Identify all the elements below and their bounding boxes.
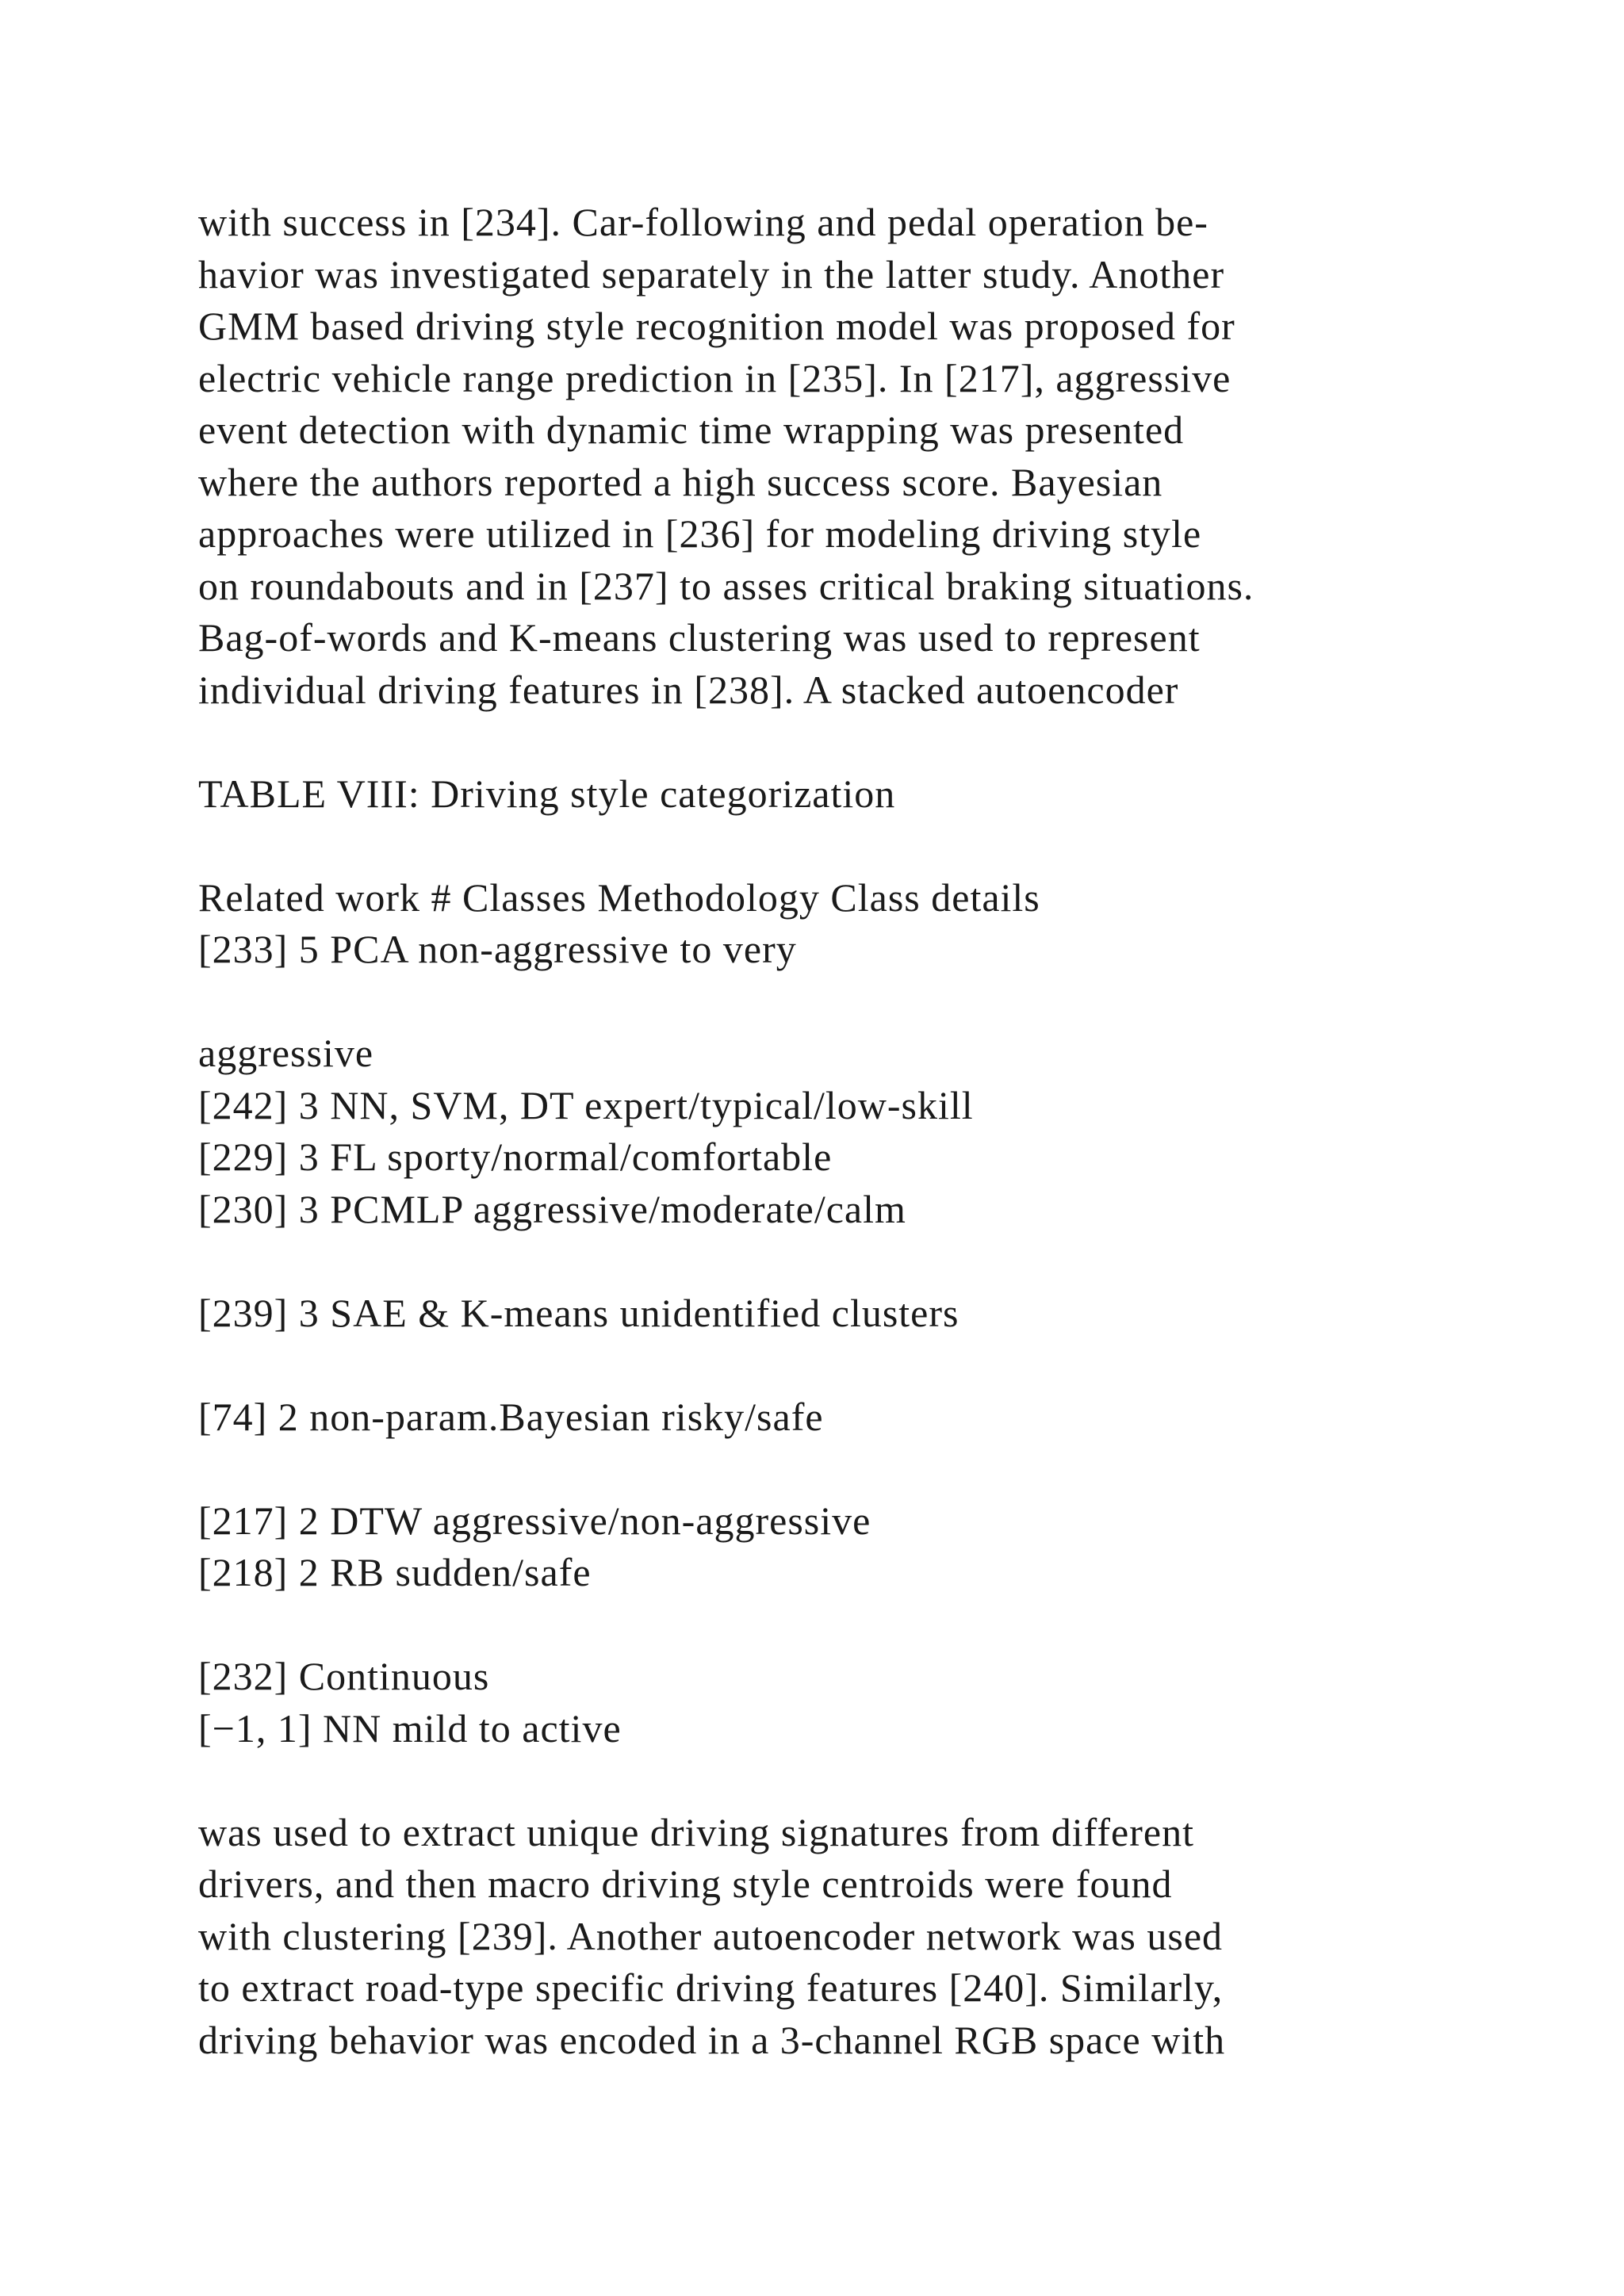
spacer xyxy=(198,1755,1562,1807)
table-row: [242] 3 NN, SVM, DT expert/typical/low-skill xyxy=(198,1082,974,1127)
text-line: with success in [234]. Car-following and pedal operation be- xyxy=(198,200,1208,244)
table-row: [217] 2 DTW aggressive/non-aggressive xyxy=(198,1498,871,1543)
spacer xyxy=(198,976,1562,1028)
text-line: with clustering [239]. Another autoencoder network was used xyxy=(198,1913,1224,1958)
text-line: GMM based driving style recognition model was proposed for xyxy=(198,304,1235,348)
table-row: [−1, 1] NN mild to active xyxy=(198,1705,622,1751)
table-header: Related work # Classes Methodology Class details xyxy=(198,874,1040,920)
spacer xyxy=(198,1443,1562,1495)
spacer xyxy=(198,1339,1562,1391)
document-body xyxy=(198,197,1562,2066)
table-caption: TABLE VIII: Driving style categorization xyxy=(198,771,896,816)
table-row: aggressive xyxy=(198,1031,374,1075)
text-line: drivers, and then macro driving style centroids were found xyxy=(198,1862,1173,1906)
paragraph-intro xyxy=(198,197,1562,716)
table-driving-style xyxy=(198,768,1562,1755)
table-row: [239] 3 SAE & K-means unidentified clusters xyxy=(198,1290,959,1335)
text-line: individual driving features in [238]. A stacked autoencoder xyxy=(198,667,1179,712)
text-line: was used to extract unique driving signatures from different xyxy=(198,1809,1194,1854)
text-line: Bag-of-words and K-means clustering was used to represent xyxy=(198,615,1201,660)
text-line: approaches were utilized in [236] for modeling driving style xyxy=(198,511,1202,556)
table-row: [229] 3 FL sporty/normal/comfortable xyxy=(198,1135,833,1179)
text-line: on roundabouts and in [237] to asses critical braking situations. xyxy=(198,563,1254,608)
spacer xyxy=(198,1599,1562,1651)
spacer xyxy=(198,820,1562,872)
text-line: event detection with dynamic time wrapping was presented xyxy=(198,408,1185,452)
text-line: where the authors reported a high success score. Bayesian xyxy=(198,459,1163,504)
table-row: [74] 2 non-param.Bayesian risky/safe xyxy=(198,1394,824,1439)
table-row: [232] Continuous xyxy=(198,1654,490,1698)
table-row: [230] 3 PCMLP aggressive/moderate/calm xyxy=(198,1186,906,1231)
text-line: havior was investigated separately in the latter study. Another xyxy=(198,251,1225,297)
text-line: to extract road-type specific driving features [240]. Similarly, xyxy=(198,1965,1224,2010)
spacer xyxy=(198,1235,1562,1288)
spacer xyxy=(198,716,1562,768)
table-row: [233] 5 PCA non-aggressive to very xyxy=(198,927,797,971)
paragraph-continuation xyxy=(198,1807,1562,2067)
text-line: electric vehicle range prediction in [235]. In [217], aggressive xyxy=(198,355,1231,400)
text-line: driving behavior was encoded in a 3-channel RGB space with xyxy=(198,2017,1226,2062)
table-row: [218] 2 RB sudden/safe xyxy=(198,1550,592,1594)
